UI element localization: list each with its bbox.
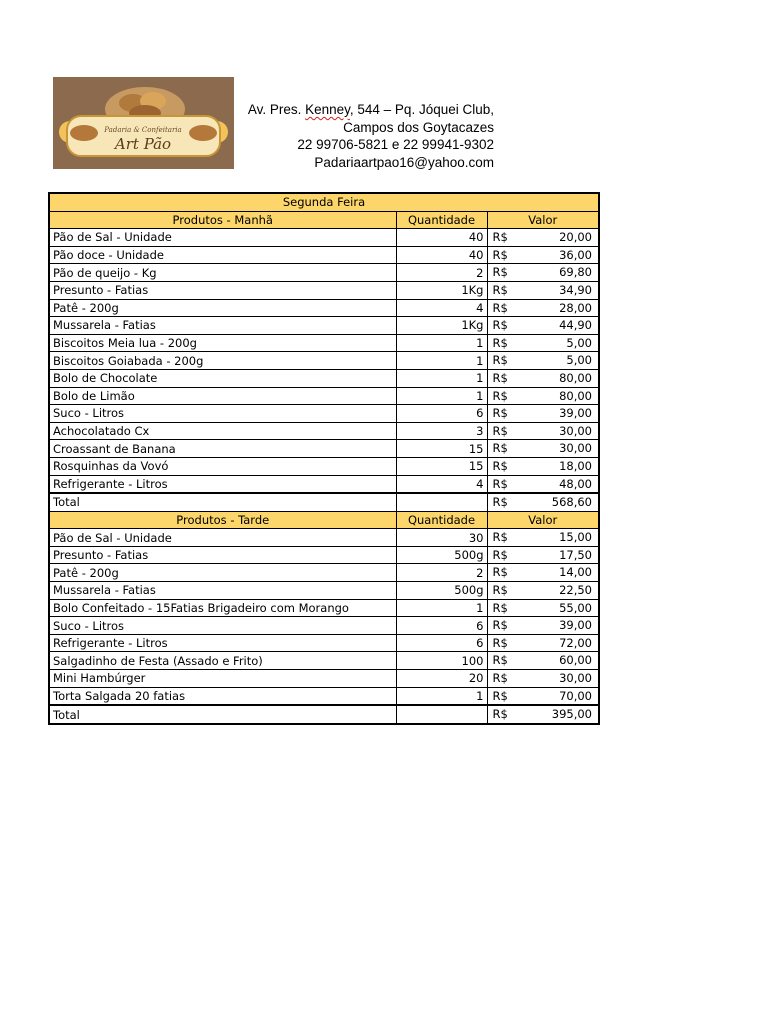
col-value-header: Valor: [487, 211, 599, 229]
value-cell: [487, 457, 599, 475]
value-cell: [487, 299, 599, 317]
product-cell: Pão de Sal - Unidade: [49, 529, 396, 547]
value-cell: [487, 352, 599, 370]
table-row: [49, 352, 599, 370]
product-cell: Mini Hambúrger: [49, 670, 396, 688]
table-row: [49, 529, 599, 547]
product-cell: Croassant de Banana: [49, 440, 396, 458]
value-cell: [487, 475, 599, 493]
email-line: Padariaartpao16@yahoo.com: [314, 154, 494, 170]
table-row: [49, 475, 599, 493]
qty-cell: 1: [396, 334, 487, 352]
value-cell: [487, 317, 599, 335]
bread-basket-icon: [53, 77, 234, 169]
currency-symbol: R$: [492, 476, 508, 491]
qty-cell: 100: [396, 652, 487, 670]
qty-cell: 1: [396, 387, 487, 405]
value-amount: 72,00: [559, 635, 592, 650]
value-amount: 22,50: [559, 583, 592, 598]
currency-symbol: R$: [492, 547, 508, 562]
table-row: [49, 405, 599, 423]
currency-symbol: R$: [492, 688, 508, 703]
qty-cell: 1: [396, 369, 487, 387]
value-amount: 14,00: [559, 565, 592, 580]
product-cell: Refrigerante - Litros: [49, 634, 396, 652]
currency-symbol: R$: [492, 565, 508, 580]
currency-symbol: R$: [492, 353, 508, 368]
qty-cell: 4: [396, 475, 487, 493]
product-cell: Torta Salgada 20 fatias: [49, 687, 396, 705]
value-cell: [487, 440, 599, 458]
table-row: [49, 317, 599, 335]
value-cell: [487, 529, 599, 547]
value-amount: 5,00: [566, 335, 592, 350]
morning-total-row: [49, 493, 599, 511]
currency-symbol: R$: [492, 300, 508, 315]
afternoon-header-row: [49, 511, 599, 529]
product-cell: Mussarela - Fatias: [49, 317, 396, 335]
value-cell: [487, 264, 599, 282]
product-cell: Mussarela - Fatias: [49, 582, 396, 600]
value-cell: [487, 281, 599, 299]
value-amount: 44,90: [559, 318, 592, 333]
table-row: [49, 546, 599, 564]
qty-cell: 2: [396, 564, 487, 582]
total-qty-empty: [396, 493, 487, 511]
qty-cell: 6: [396, 617, 487, 635]
value-cell: [487, 687, 599, 705]
qty-cell: 6: [396, 634, 487, 652]
value-amount: 55,00: [559, 600, 592, 615]
value-amount: 80,00: [559, 388, 592, 403]
table-row: [49, 299, 599, 317]
value-cell: [487, 369, 599, 387]
bakery-logo: [53, 77, 234, 169]
product-cell: Presunto - Fatias: [49, 546, 396, 564]
currency-symbol: R$: [492, 423, 508, 438]
city-line: Campos dos Goytacazes: [343, 119, 494, 135]
currency-symbol: R$: [492, 370, 508, 385]
qty-cell: 40: [396, 246, 487, 264]
morning-header-row: [49, 211, 599, 229]
currency-symbol: R$: [492, 406, 508, 421]
contact-block: [248, 101, 494, 171]
currency-symbol: R$: [492, 583, 508, 598]
qty-cell: 1: [396, 687, 487, 705]
currency-symbol: R$: [492, 335, 508, 350]
currency-symbol: R$: [492, 635, 508, 650]
table-row: [49, 599, 599, 617]
currency-symbol: R$: [492, 707, 508, 722]
afternoon-total-row: [49, 705, 599, 724]
street-name: Kenney: [305, 102, 350, 117]
qty-cell: 1: [396, 599, 487, 617]
value-amount: 70,00: [559, 688, 592, 703]
qty-cell: 500g: [396, 582, 487, 600]
value-amount: 30,00: [559, 423, 592, 438]
table-row: [49, 281, 599, 299]
col-product-header: Produtos - Tarde: [49, 511, 396, 529]
table-row: [49, 564, 599, 582]
product-cell: Biscoitos Meia lua - 200g: [49, 334, 396, 352]
qty-cell: 40: [396, 229, 487, 247]
value-cell: [487, 387, 599, 405]
value-cell: [487, 634, 599, 652]
product-cell: Salgadinho de Festa (Assado e Frito): [49, 652, 396, 670]
product-cell: Patê - 200g: [49, 564, 396, 582]
product-cell: Bolo de Chocolate: [49, 369, 396, 387]
qty-cell: 1Kg: [396, 281, 487, 299]
currency-symbol: R$: [492, 247, 508, 262]
table-row: [49, 670, 599, 688]
table-row: [49, 687, 599, 705]
currency-symbol: R$: [492, 282, 508, 297]
qty-cell: 6: [396, 405, 487, 423]
value-cell: [487, 670, 599, 688]
table-row: [49, 246, 599, 264]
qty-cell: 1: [396, 352, 487, 370]
value-amount: 5,00: [566, 353, 592, 368]
value-amount: 30,00: [559, 671, 592, 686]
table-row: [49, 387, 599, 405]
total-amount: 568,60: [551, 495, 592, 510]
qty-cell: 20: [396, 670, 487, 688]
product-cell: Presunto - Fatias: [49, 281, 396, 299]
value-cell: [487, 652, 599, 670]
day-title: Segunda Feira: [49, 193, 599, 211]
product-cell: Refrigerante - Litros: [49, 475, 396, 493]
col-qty-header: Quantidade: [396, 511, 487, 529]
product-cell: Patê - 200g: [49, 299, 396, 317]
value-amount: 18,00: [559, 458, 592, 473]
total-qty-empty: [396, 705, 487, 724]
currency-symbol: R$: [492, 600, 508, 615]
value-amount: 30,00: [559, 441, 592, 456]
qty-cell: 15: [396, 440, 487, 458]
table-row: [49, 334, 599, 352]
value-cell: [487, 617, 599, 635]
phones-line: 22 99706-5821 e 22 99941-9302: [297, 137, 494, 152]
currency-symbol: R$: [492, 458, 508, 473]
qty-cell: 1Kg: [396, 317, 487, 335]
total-amount: 395,00: [551, 707, 592, 722]
currency-symbol: R$: [492, 495, 508, 510]
currency-symbol: R$: [492, 441, 508, 456]
value-cell: [487, 546, 599, 564]
qty-cell: 3: [396, 422, 487, 440]
table-row: [49, 582, 599, 600]
table-row: [49, 229, 599, 247]
table-row: [49, 369, 599, 387]
value-cell: [487, 246, 599, 264]
value-amount: 36,00: [559, 247, 592, 262]
address-line: Av. Pres. Kenney, 544 – Pq. Jóquei Club,: [247, 102, 494, 117]
qty-cell: 15: [396, 457, 487, 475]
qty-cell: 500g: [396, 546, 487, 564]
total-value-cell: [487, 493, 599, 511]
product-cell: Pão de Sal - Unidade: [49, 229, 396, 247]
table-row: [49, 634, 599, 652]
total-label: Total: [49, 493, 396, 511]
table-row: [49, 457, 599, 475]
day-header-row: [49, 193, 599, 211]
value-cell: [487, 334, 599, 352]
value-amount: 69,80: [559, 265, 592, 280]
order-sheet: [48, 192, 600, 725]
value-cell: [487, 599, 599, 617]
value-amount: 28,00: [559, 300, 592, 315]
value-amount: 80,00: [559, 370, 592, 385]
product-cell: Bolo de Limão: [49, 387, 396, 405]
currency-symbol: R$: [492, 230, 508, 245]
value-amount: 39,00: [559, 406, 592, 421]
currency-symbol: R$: [492, 318, 508, 333]
value-cell: [487, 582, 599, 600]
qty-cell: 2: [396, 264, 487, 282]
col-value-header: Valor: [487, 511, 599, 529]
currency-symbol: R$: [492, 653, 508, 668]
table-row: [49, 617, 599, 635]
logo-top-text: Padaria & Confeitaria: [104, 126, 182, 134]
product-cell: Pão doce - Unidade: [49, 246, 396, 264]
product-cell: Pão de queijo - Kg: [49, 264, 396, 282]
table-row: [49, 422, 599, 440]
value-cell: [487, 564, 599, 582]
value-cell: [487, 229, 599, 247]
product-cell: Suco - Litros: [49, 617, 396, 635]
total-label: Total: [49, 705, 396, 724]
col-product-header: Produtos - Manhã: [49, 211, 396, 229]
total-value-cell: [487, 705, 599, 724]
currency-symbol: R$: [492, 618, 508, 633]
value-amount: 17,50: [559, 547, 592, 562]
product-cell: Suco - Litros: [49, 405, 396, 423]
product-cell: Bolo Confeitado - 15Fatias Brigadeiro com Morango: [49, 599, 396, 617]
product-cell: Achocolatado Cx: [49, 422, 396, 440]
col-qty-header: Quantidade: [396, 211, 487, 229]
product-cell: Biscoitos Goiabada - 200g: [49, 352, 396, 370]
value-amount: 34,90: [559, 282, 592, 297]
currency-symbol: R$: [492, 671, 508, 686]
currency-symbol: R$: [492, 388, 508, 403]
value-amount: 60,00: [559, 653, 592, 668]
currency-symbol: R$: [492, 530, 508, 545]
value-amount: 15,00: [559, 530, 592, 545]
value-cell: [487, 422, 599, 440]
value-amount: 48,00: [559, 476, 592, 491]
value-cell: [487, 405, 599, 423]
table-row: [49, 264, 599, 282]
table-row: [49, 652, 599, 670]
product-cell: Rosquinhas da Vovó: [49, 457, 396, 475]
value-amount: 20,00: [559, 230, 592, 245]
qty-cell: 4: [396, 299, 487, 317]
table-row: [49, 440, 599, 458]
value-amount: 39,00: [559, 618, 592, 633]
qty-cell: 30: [396, 529, 487, 547]
logo-name: Art Pão: [114, 135, 172, 153]
currency-symbol: R$: [492, 265, 508, 280]
